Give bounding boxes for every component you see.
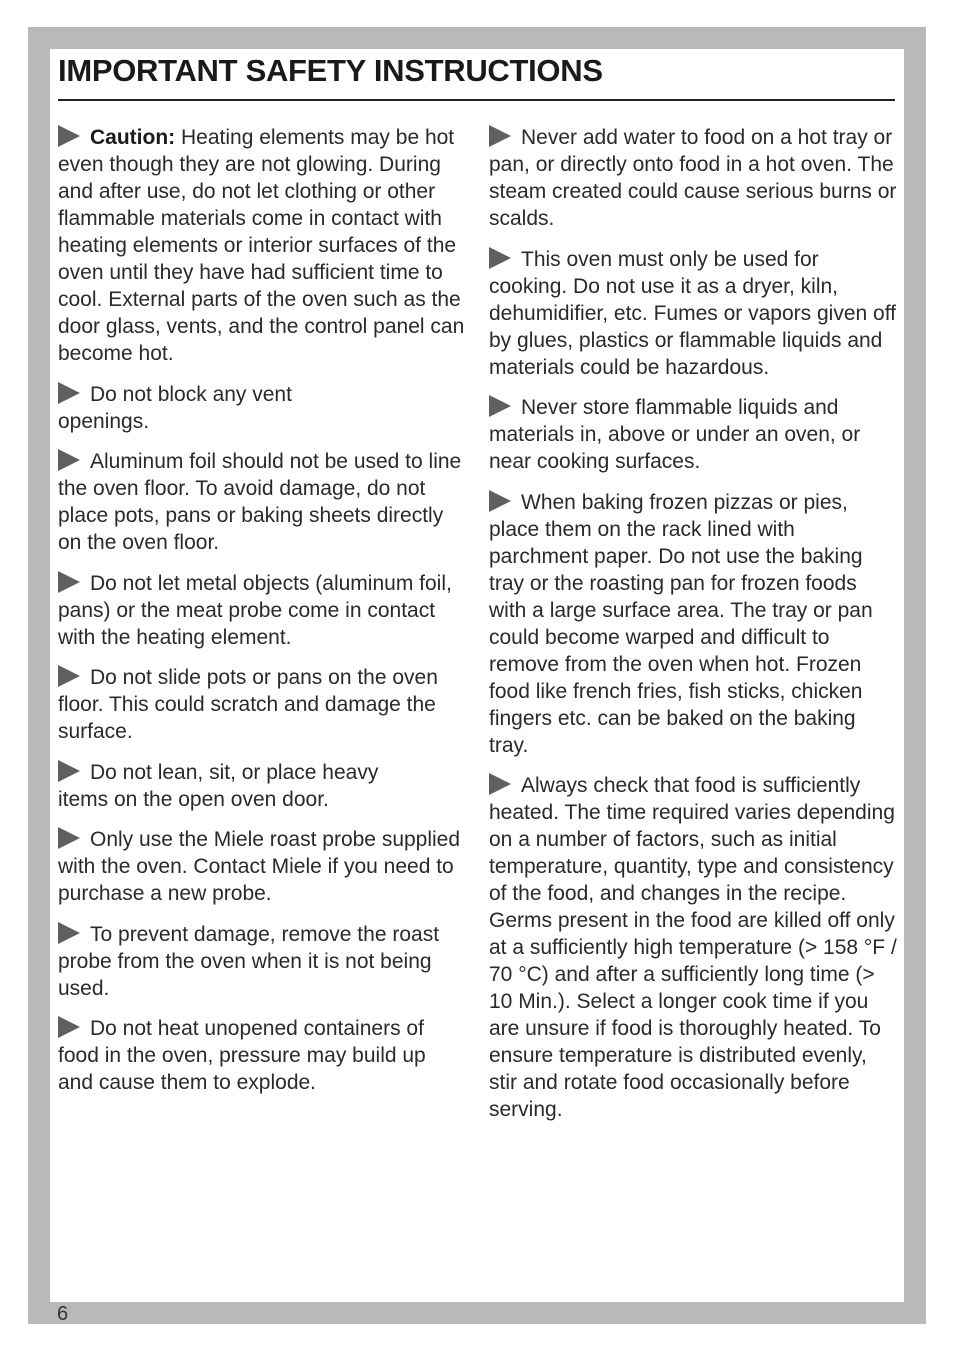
instruction-item xyxy=(58,759,418,813)
instruction-item xyxy=(58,826,466,907)
instruction-text: Do not heat unopened containers of food in the oven, pressure may build up and cause them to explode. xyxy=(58,1017,426,1094)
instruction-item xyxy=(489,772,899,1123)
left-column xyxy=(58,124,466,1110)
instruction-text: Aluminum foil should not be used to line the oven floor. To avoid damage, do not place pots, pans or baking sheets directly on the oven floor. xyxy=(58,450,462,554)
instruction-text: Never store flammable liquids and materials in, above or under an oven, or near cooking surfaces. xyxy=(489,396,861,473)
instruction-item xyxy=(489,489,899,759)
instruction-item xyxy=(58,570,466,651)
instruction-item xyxy=(58,448,466,556)
right-column xyxy=(489,124,899,1137)
instruction-text: When baking frozen pizzas or pies, place them on the rack lined with parchment paper. Do not use the baking tray or the roasting pan for frozen foods with a large surface area. The tray or pan could become warped and difficult to remove from the oven when hot. Frozen food like french fries, fish sticks, chicken fingers etc. can be baked on the baking tray. xyxy=(489,490,873,757)
triangle-arrow-icon xyxy=(489,773,511,795)
page-title: IMPORTANT SAFETY INSTRUCTIONS xyxy=(58,53,603,88)
instruction-item xyxy=(58,921,466,1002)
instruction-item xyxy=(58,664,466,745)
instruction-text: Never add water to food on a hot tray or pan, or directly onto food in a hot oven. The steam created could cause serious burns or scalds. xyxy=(489,126,897,230)
page-number: 6 xyxy=(57,1303,69,1325)
instruction-text: This oven must only be used for cooking. Do not use it as a dryer, kiln, dehumidifier, etc. Fumes or vapors given off by glues, plastics or flammable liquids and materials could be hazardous. xyxy=(489,247,896,379)
triangle-arrow-icon xyxy=(489,247,511,269)
instruction-text: Only use the Miele roast probe supplied with the oven. Contact Miele if you need to purchase a new probe. xyxy=(58,828,461,905)
triangle-arrow-icon xyxy=(58,827,80,849)
triangle-arrow-icon xyxy=(58,1016,80,1038)
instruction-text: Always check that food is sufficiently heated. The time required varies depending on a number of factors, such as initial temperature, quantity, type and consistency of the food, and changes in the recipe. Germs present in the food are killed off only at a sufficiently high temperature (> 158 °F / 70 °C) and after a sufficiently long time (> 10 Min.). Select a longer cook time if you are unsure if food is thoroughly heated. To ensure temperature is distributed evenly, stir and rotate food occasionally before serving. xyxy=(489,774,897,1121)
triangle-arrow-icon xyxy=(489,125,511,147)
triangle-arrow-icon xyxy=(58,382,80,404)
triangle-arrow-icon xyxy=(489,490,511,512)
instruction-item xyxy=(489,394,899,475)
triangle-arrow-icon xyxy=(489,395,511,417)
triangle-arrow-icon xyxy=(58,571,80,593)
instruction-item xyxy=(489,124,899,232)
instruction-text: Heating elements may be hot even though they are not glowing. During and after use, do not let clothing or other flammable materials come in contact with heating elements or interior surfaces of the oven until they have had sufficient time to cool. External parts of the oven such as the door glass, vents, and the control panel can become hot. xyxy=(58,126,465,365)
caution-label: Caution: xyxy=(90,126,176,149)
instruction-text: Do not let metal objects (aluminum foil, pans) or the meat probe come in contact with the heating element. xyxy=(58,571,452,649)
triangle-arrow-icon xyxy=(58,922,80,944)
instruction-item xyxy=(58,1015,466,1096)
instruction-item xyxy=(58,124,466,367)
instruction-text: Do not block any vent openings. xyxy=(58,382,292,433)
instruction-text: To prevent damage, remove the roast probe from the oven when it is not being used. xyxy=(58,922,440,1000)
instruction-item xyxy=(58,381,328,435)
triangle-arrow-icon xyxy=(58,449,80,471)
instruction-item xyxy=(489,246,899,381)
instruction-text: Do not lean, sit, or place heavy items on the open oven door. xyxy=(58,760,379,811)
title-divider xyxy=(58,99,895,101)
instruction-text: Do not slide pots or pans on the oven floor. This could scratch and damage the surface. xyxy=(58,666,438,743)
triangle-arrow-icon xyxy=(58,125,80,147)
triangle-arrow-icon xyxy=(58,665,80,687)
triangle-arrow-icon xyxy=(58,760,80,782)
